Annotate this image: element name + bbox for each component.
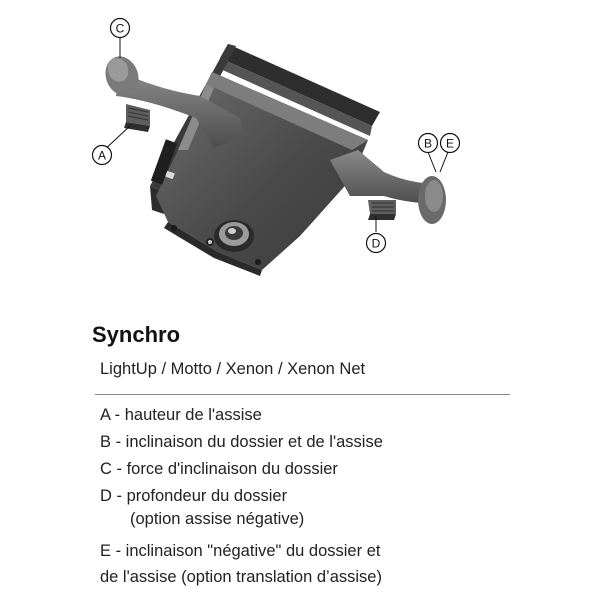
callout-d-label: D bbox=[371, 236, 381, 251]
legend-item-a: A - hauteur de l'assise bbox=[100, 406, 262, 424]
callout-c-label: C bbox=[115, 21, 125, 36]
legend-item-e-continued: de l'assise (option translation d’assise) bbox=[100, 568, 382, 586]
gas-lift-socket bbox=[214, 220, 254, 252]
callout-b-label: B bbox=[423, 136, 433, 151]
product-title: Synchro bbox=[92, 322, 181, 347]
legend-item-e: E - inclinaison "négative" du dossier et bbox=[100, 542, 381, 560]
divider bbox=[95, 394, 510, 395]
callout-e-label: E bbox=[445, 136, 455, 151]
callout-a bbox=[93, 146, 112, 165]
callout-c bbox=[111, 19, 130, 38]
callout-b bbox=[419, 134, 438, 153]
legend-item-d-note: (option assise négative) bbox=[130, 510, 305, 528]
legend-item-c: C - force d'inclinaison du dossier bbox=[100, 460, 338, 478]
right-paddle bbox=[368, 200, 396, 220]
legend-item-d: D - profondeur du dossier bbox=[100, 487, 288, 505]
callout-a-label: A bbox=[97, 148, 107, 163]
callout-e bbox=[441, 134, 460, 153]
legend-item-b: B - inclinaison du dossier et de l'assise bbox=[100, 433, 383, 451]
callout-d bbox=[367, 234, 386, 253]
model-list: LightUp / Motto / Xenon / Xenon Net bbox=[100, 360, 366, 378]
